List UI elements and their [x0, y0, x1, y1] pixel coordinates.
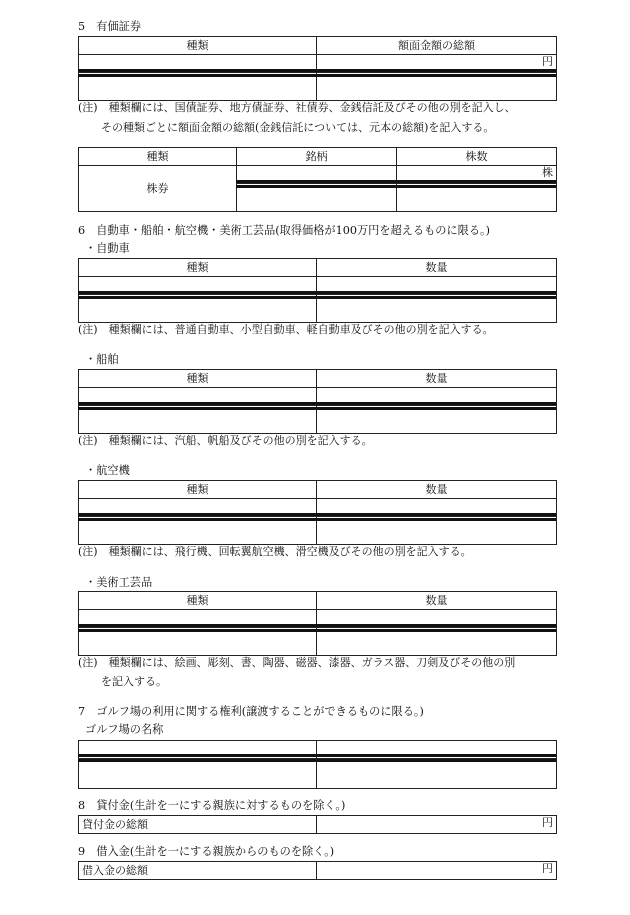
golf-course-name-cell[interactable] — [79, 759, 317, 789]
column-header-type: 種類 — [79, 370, 317, 388]
borrowings-label: 借入金の総額 — [79, 862, 317, 880]
omission-break-lines — [78, 754, 556, 762]
car-note: (注) 種類欄には、普通自動車、小型自動車、軽自動車及びその他の別を記入する。 — [78, 323, 494, 336]
column-header-quantity: 数量 — [317, 370, 557, 388]
section-7-heading: 7 ゴルフ場の利用に関する権利(譲渡することができるものに限る。) — [78, 705, 424, 718]
column-header-quantity: 数量 — [317, 259, 557, 277]
art-note-line2: を記入する。 — [101, 675, 167, 688]
section-8-heading: 8 貸付金(生計を一にする親族に対するものを除く。) — [78, 799, 346, 812]
golf-value-cell[interactable] — [317, 759, 557, 789]
art-subheading: ・美術工芸品 — [85, 576, 153, 589]
column-header-face-value-total: 額面金額の総額 — [317, 37, 557, 55]
omission-break-lines — [78, 402, 556, 410]
shares-cell[interactable]: 株 — [397, 166, 557, 184]
stock-type-label: 株券 — [79, 166, 237, 212]
golf-membership-table — [78, 740, 557, 789]
ship-note: (注) 種類欄には、汽船、帆船及びその他の別を記入する。 — [78, 434, 373, 447]
omission-break-lines — [78, 69, 556, 77]
column-header-type: 種類 — [79, 592, 317, 610]
column-header-shares: 株数 — [397, 148, 557, 166]
column-header-type: 種類 — [79, 37, 317, 55]
aircraft-note: (注) 種類欄には、飛行機、回転翼航空機、滑空機及びその他の別を記入する。 — [78, 545, 472, 558]
aircraft-subheading: ・航空機 — [85, 464, 130, 477]
column-header-type: 種類 — [79, 148, 237, 166]
face-value-cell[interactable]: 円 — [317, 55, 557, 73]
column-header-quantity: 数量 — [317, 481, 557, 499]
section-9-heading: 9 借入金(生計を一にする親族からのものを除く。) — [78, 845, 335, 858]
golf-course-name-label: ゴルフ場の名称 — [85, 723, 164, 736]
column-header-issue: 銘柄 — [237, 148, 397, 166]
loans-receivable-amount[interactable]: 円 — [317, 816, 557, 834]
section-5-note-line2: その種類ごとに額面金額の総額(金銭信託については、元本の総額)を記入する。 — [101, 121, 495, 134]
column-header-type: 種類 — [79, 259, 317, 277]
car-subheading: ・自動車 — [85, 242, 130, 255]
omission-break-lines — [78, 291, 556, 299]
omission-break-lines — [78, 513, 556, 521]
loans-receivable-label: 貸付金の総額 — [79, 816, 317, 834]
omission-break-lines — [236, 180, 556, 188]
art-note-line1: (注) 種類欄には、絵画、彫刻、書、陶器、磁器、漆器、ガラス器、刀剣及びその他の別 — [78, 656, 516, 669]
borrowings-table — [78, 861, 557, 880]
ship-subheading: ・船舶 — [85, 353, 119, 366]
column-header-quantity: 数量 — [317, 592, 557, 610]
section-5-heading: 5 有価証券 — [78, 20, 142, 33]
omission-break-lines — [78, 624, 556, 632]
section-6-heading: 6 自動車・船舶・航空機・美術工芸品(取得価格が100万円を超えるものに限る。) — [78, 224, 490, 237]
loans-receivable-table — [78, 815, 557, 834]
borrowings-amount[interactable]: 円 — [317, 862, 557, 880]
section-5-note-line1: (注) 種類欄には、国債証券、地方債証券、社債券、金銭信託及びその他の別を記入し、 — [78, 101, 516, 114]
column-header-type: 種類 — [79, 481, 317, 499]
